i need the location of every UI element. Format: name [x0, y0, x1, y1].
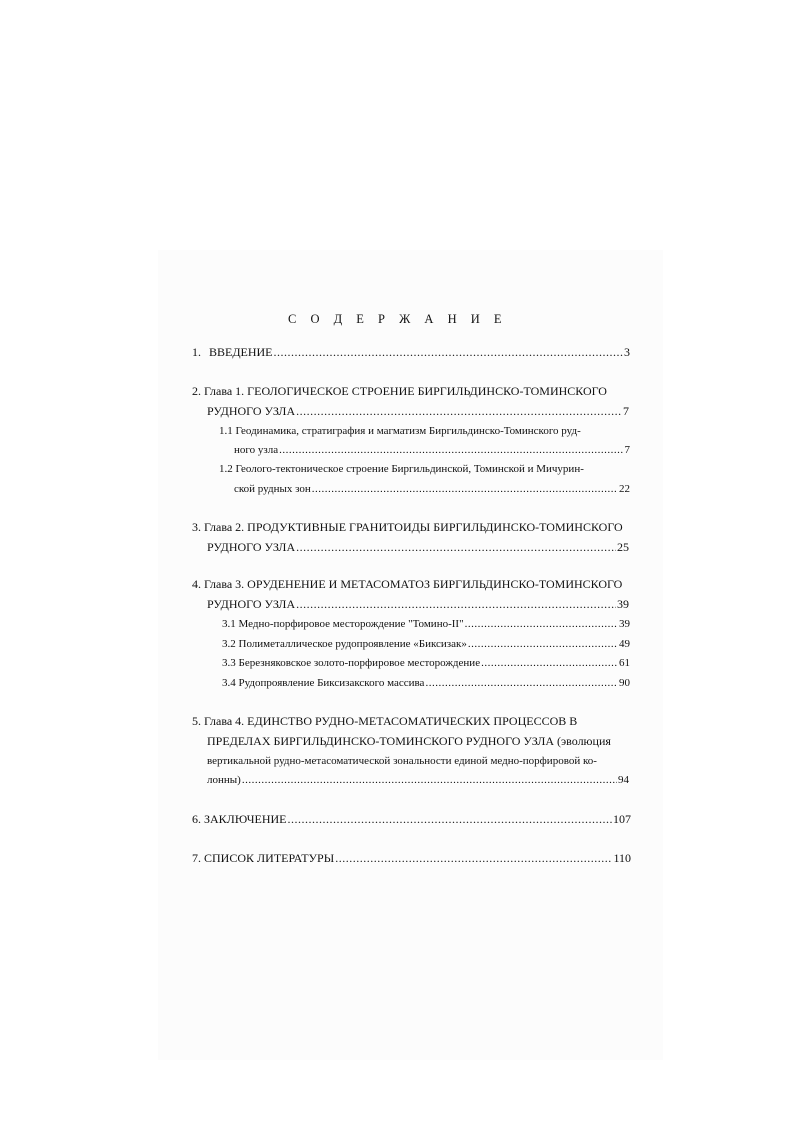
toc-subentry-1-2: [234, 482, 630, 496]
toc-entry-ch2-line1: 3. Глава 2. ПРОДУКТИВНЫЕ ГРАНИТОИДЫ БИРГИЛЬДИНСКО-ТОМИНСКОГО: [192, 520, 623, 534]
toc-entry-ch2: [207, 540, 629, 554]
dot-leader: [274, 345, 623, 359]
toc-entry-references: [192, 851, 631, 865]
toc-entry-ch4: [207, 773, 629, 787]
toc-entry-label: 3.1 Медно-порфировое месторождение "Томино-II": [222, 618, 464, 630]
toc-entry-label: 6. ЗАКЛЮЧЕНИЕ: [192, 812, 287, 826]
toc-page-number: 7: [624, 444, 630, 456]
toc-subentry-3-2: [222, 637, 630, 651]
dot-leader: [296, 540, 616, 554]
toc-subentry-1-1: [234, 443, 630, 457]
dot-leader: [242, 773, 617, 787]
toc-entry-label: РУДНОГО УЗЛА: [207, 540, 296, 554]
toc-entry-ch3-line1: 4. Глава 3. ОРУДЕНЕНИЕ И МЕТАСОМАТОЗ БИРГИЛЬДИНСКО-ТОМИНСКОГО: [192, 577, 623, 591]
toc-page-number: 90: [619, 677, 630, 689]
page-title: С О Д Е Р Ж А Н И Е: [287, 312, 508, 326]
toc-entry-label: ВВЕДЕНИЕ: [209, 345, 273, 359]
dot-leader: [279, 443, 623, 457]
toc-page-number: 107: [613, 812, 631, 826]
toc-entry-label: 3.3 Березняковское золото-порфировое месторождение: [222, 657, 481, 669]
toc-entry-label: ской рудных зон: [234, 483, 311, 495]
toc-entry-label: лонны): [207, 774, 241, 786]
toc-subentry-3-1: [222, 617, 630, 631]
toc-page-number: 7: [623, 404, 629, 418]
toc-page-number: 49: [619, 638, 630, 650]
dot-leader: [296, 597, 616, 611]
scanned-sheet: [158, 250, 663, 1060]
toc-page-number: 22: [619, 483, 630, 495]
toc-entry-ch4-line3: вертикальной рудно-метасоматической зональности единой медно-порфировой ко-: [207, 755, 597, 767]
toc-subentry-1-2-line1: 1.2 Геолого-тектоническое строение Биргильдинской, Томинской и Мичурин-: [219, 463, 584, 475]
dot-leader: [296, 404, 622, 418]
toc-page-number: 61: [619, 657, 630, 669]
toc-subentry-1-1-line1: 1.1 Геодинамика, стратиграфия и магматизм Биргильдинско-Томинского руд-: [219, 425, 581, 437]
toc-entry-intro: [192, 345, 630, 359]
toc-entry-ch1-line1: 2. Глава 1. ГЕОЛОГИЧЕСКОЕ СТРОЕНИЕ БИРГИЛЬДИНСКО-ТОМИНСКОГО: [192, 384, 607, 398]
toc-entry-ch4-line2: ПРЕДЕЛАХ БИРГИЛЬДИНСКО-ТОМИНСКОГО РУДНОГО УЗЛА (эволюция: [207, 734, 611, 748]
dot-leader: [312, 482, 618, 496]
toc-entry-label: 3.2 Полиметаллическое рудопроявление «Биксизак»: [222, 638, 467, 650]
toc-page-number: 110: [613, 851, 631, 865]
toc-entry-conclusion: [192, 812, 631, 826]
toc-page-number: 3: [624, 345, 630, 359]
toc-subentry-3-3: [222, 656, 630, 670]
dot-leader: [335, 851, 612, 865]
dot-leader: [481, 656, 618, 670]
dot-leader: [468, 637, 618, 651]
toc-subentry-3-4: [222, 676, 630, 690]
toc-entry-ch1: [207, 404, 629, 418]
toc-entry-label: РУДНОГО УЗЛА: [207, 404, 296, 418]
toc-page-number: 25: [617, 540, 629, 554]
toc-page-number: 39: [619, 618, 630, 630]
toc-entry-number: 1.: [192, 345, 201, 359]
toc-entry-ch3: [207, 597, 629, 611]
toc-page-number: 94: [618, 774, 629, 786]
toc-entry-label: ного узла: [234, 444, 279, 456]
toc-entry-label: 7. СПИСОК ЛИТЕРАТУРЫ: [192, 851, 335, 865]
dot-leader: [288, 812, 613, 826]
dot-leader: [465, 617, 618, 631]
toc-entry-label: 3.4 Рудопроявление Биксизакского массива: [222, 677, 425, 689]
dot-leader: [425, 676, 618, 690]
toc-page-number: 39: [617, 597, 629, 611]
toc-entry-ch4-line1: 5. Глава 4. ЕДИНСТВО РУДНО-МЕТАСОМАТИЧЕСКИХ ПРОЦЕССОВ В: [192, 714, 578, 728]
toc-entry-label: РУДНОГО УЗЛА: [207, 597, 296, 611]
